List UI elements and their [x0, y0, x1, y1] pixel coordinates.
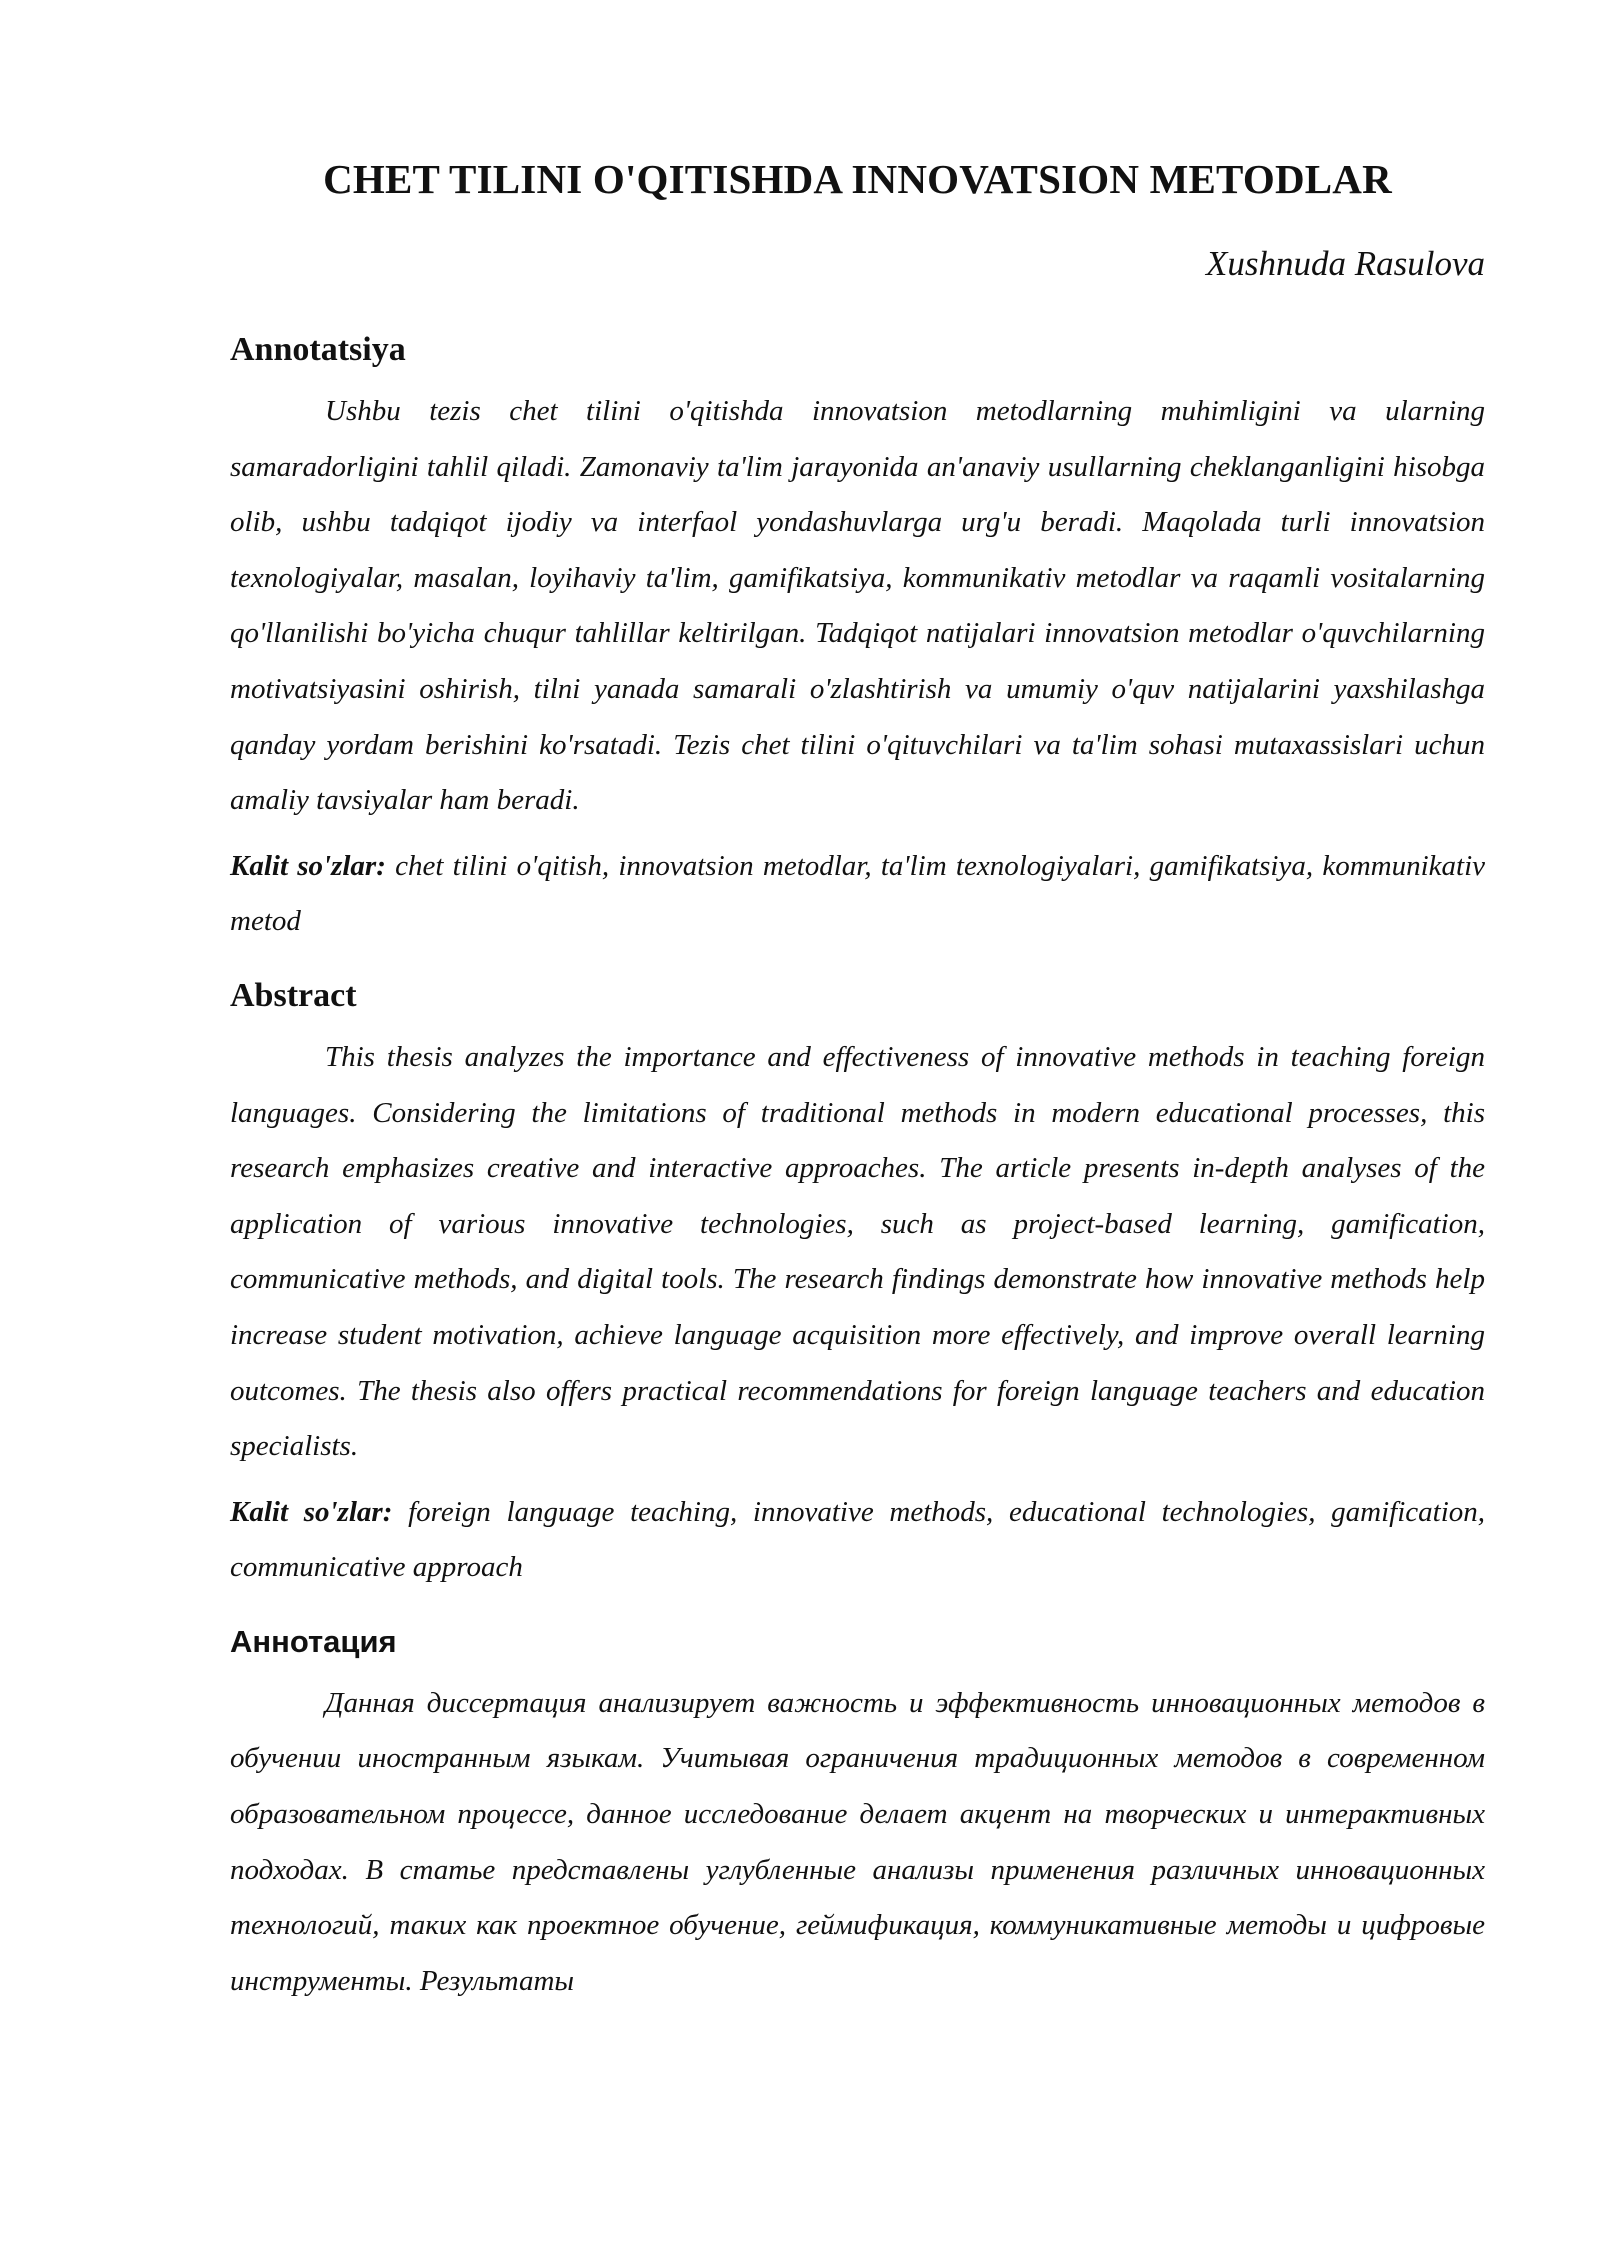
paper-page — [230, 150, 1485, 2009]
abstract-en-body: This thesis analyzes the importance and effectiveness of innovative methods in teaching foreign languages. Considering the limitations of traditional methods in modern educational processes, this research emphasizes creative and interactive approaches. The article presents in-depth analyses of the application of various innovative technologies, such as project-based learning, gamification, communicative methods, and digital tools. The research findings demonstrate how innovative methods help increase student motivation, achieve language acquisition more effectively, and improve overall learning outcomes. The thesis also offers practical recommendations for foreign language teachers and education specialists. — [230, 1040, 1485, 1463]
keywords-en-text: foreign language teaching, innovative methods, educational technologies, gamification, communicative approach — [230, 1495, 1485, 1584]
keywords-uz-text: chet tilini o'qitish, innovatsion metodlar, ta'lim texnologiyalari, gamifikatsiya, kommunikativ metod — [230, 849, 1485, 938]
author-name: Xushnuda Rasulova — [1205, 244, 1485, 283]
abstract-en-heading: Abstract — [230, 976, 357, 1014]
annotation-uz-body: Ushbu tezis chet tilini o'qitishda innovatsion metodlarning muhimligini va ularning samaradorligini tahlil qiladi. Zamonaviy ta'lim jarayonida an'anaviy usullarning cheklanganligini hisobga olib, ushbu tadqiqot ijodiy va interfaol yondashuvlarga urg'u beradi. Maqolada turli innovatsion texnologiyalar, masalan, loyihaviy ta'lim, gamifikatsiya, kommunikativ metodlar va raqamli vositalarning qo'llanilishi bo'yicha chuqur tahlillar keltirilgan. Tadqiqot natijalari innovatsion metodlar o'quvchilarning motivatsiyasini oshirish, tilni yanada samarali o'zlashtirish va umumiy o'quv natijalarini yaxshilashga qanday yordam berishini ko'rsatadi. Tezis chet tilini o'qituvchilari va ta'lim sohasi mutaxassislari uchun amaliy tavsiyalar ham beradi. — [230, 395, 1485, 817]
annotation-uz-section — [230, 326, 1485, 950]
annotation-ru-section — [230, 1618, 1485, 2010]
annotation-uz-heading: Annotatsiya — [230, 331, 406, 368]
keywords-uz-label: Kalit so'zlar: — [230, 849, 386, 882]
keywords-en-label: Kalit so'zlar: — [230, 1495, 393, 1528]
annotation-ru-body: Данная диссертация анализирует важность и эффективность инновационных методов в обучении иностранным языкам. Учитывая ограничения традиционных методов в современном образовательном процессе, данное исследование делает акцент на творческих и интерактивных подходах. В статье представлены углубленные анализы применения различных инновационных технологий, таких как проектное обучение, геймификация, коммуникативные методы и цифровые инструменты. Результаты — [230, 1686, 1485, 1997]
paper-title: CHET TILINI O'QITISHDA INNOVATSION METODLAR — [323, 156, 1392, 202]
keywords-en — [230, 1485, 1485, 1596]
annotation-ru-heading: Аннотация — [230, 1623, 397, 1659]
abstract-en-section — [230, 972, 1485, 1596]
keywords-uz — [230, 839, 1485, 950]
